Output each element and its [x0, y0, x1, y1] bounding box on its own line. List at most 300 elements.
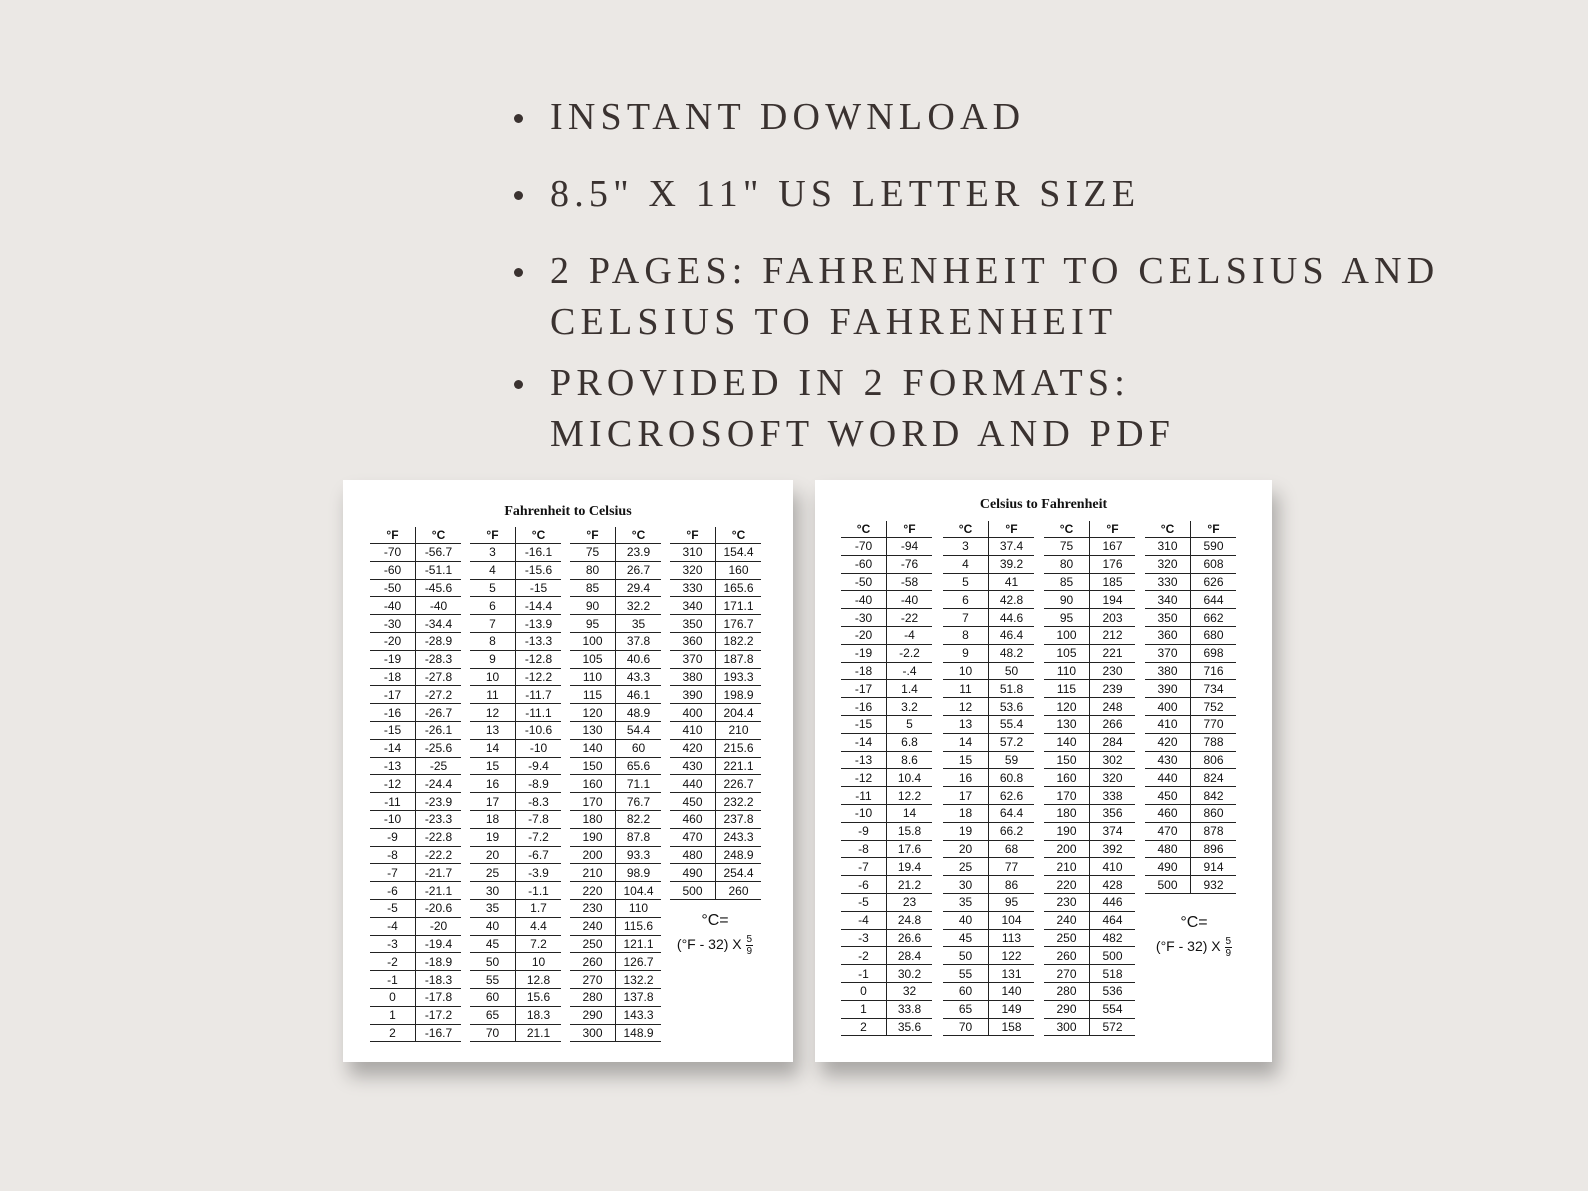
converted-temperature-cell: 266: [1090, 715, 1136, 733]
conversion-table-group: [841, 521, 932, 1036]
table-row: [943, 680, 1034, 698]
converted-temperature-cell: 734: [1191, 680, 1237, 698]
input-temperature-cell: 300: [570, 1024, 616, 1042]
table-row: [370, 953, 461, 971]
table-row: [1044, 804, 1135, 822]
converted-temperature-cell: 1.4: [887, 680, 933, 698]
input-temperature-cell: -40: [841, 591, 887, 609]
converted-temperature-cell: 131: [989, 965, 1035, 983]
input-temperature-cell: 2: [841, 1018, 887, 1036]
converted-temperature-cell: 193.3: [716, 668, 762, 686]
converted-temperature-cell: 82.2: [616, 810, 662, 828]
table-row: [841, 876, 932, 894]
table-row: [1145, 662, 1236, 680]
input-temperature-cell: -14: [841, 733, 887, 751]
table-header-row: [1044, 521, 1135, 538]
input-temperature-cell: -60: [370, 561, 416, 579]
conversion-table-group: [570, 527, 661, 1042]
input-temperature-cell: 19: [470, 828, 516, 846]
converted-temperature-cell: 53.6: [989, 698, 1035, 716]
table-row: [370, 988, 461, 1006]
formula-expression: (°F - 32) X: [1155, 938, 1221, 954]
converted-temperature-cell: 140: [989, 982, 1035, 1000]
bullet: [514, 114, 523, 123]
converted-temperature-cell: 464: [1090, 911, 1136, 929]
converted-temperature-cell: 187.8: [716, 650, 762, 668]
converted-temperature-cell: 98.9: [616, 864, 662, 882]
feature-text-line2: CELSIUS TO FAHRENHEIT: [550, 301, 1118, 343]
converted-temperature-cell: 518: [1090, 965, 1136, 983]
table-row: [570, 775, 661, 793]
converted-temperature-cell: 176.7: [716, 615, 762, 633]
conversion-table-group: [1044, 521, 1135, 1036]
feature-list: [512, 92, 1572, 460]
table-row: [470, 864, 561, 882]
table-header-row: [570, 527, 661, 544]
table-row: [470, 775, 561, 793]
input-temperature-cell: 5: [470, 579, 516, 597]
table-row: [841, 680, 932, 698]
input-temperature-cell: 470: [670, 828, 716, 846]
input-temperature-cell: 390: [1145, 680, 1191, 698]
table-row: [841, 769, 932, 787]
table-row: [370, 757, 461, 775]
table-row: [1044, 751, 1135, 769]
input-temperature-cell: 120: [1044, 698, 1090, 716]
input-temperature-cell: 400: [1145, 698, 1191, 716]
input-temperature-cell: 55: [470, 971, 516, 989]
table-row: [670, 579, 761, 597]
input-temperature-cell: 13: [470, 721, 516, 739]
table-row: [670, 668, 761, 686]
table-row: [470, 935, 561, 953]
input-temperature-cell: 220: [1044, 876, 1090, 894]
input-temperature-cell: 7: [943, 609, 989, 627]
table-row: [943, 1000, 1034, 1018]
table-row: [841, 733, 932, 751]
converted-temperature-cell: 35.6: [887, 1018, 933, 1036]
input-temperature-cell: 200: [1044, 840, 1090, 858]
input-temperature-cell: 4: [943, 555, 989, 573]
table-row: [470, 597, 561, 615]
converted-temperature-cell: -28.9: [416, 632, 462, 650]
converted-temperature-cell: -21.1: [416, 882, 462, 900]
table-row: [841, 698, 932, 716]
input-temperature-cell: -18: [841, 662, 887, 680]
table-row: [670, 810, 761, 828]
input-temperature-cell: -14: [370, 739, 416, 757]
converted-temperature-cell: -21.7: [416, 864, 462, 882]
input-temperature-cell: 40: [470, 917, 516, 935]
converted-temperature-cell: 12.8: [516, 971, 562, 989]
input-temperature-cell: -13: [841, 751, 887, 769]
converted-temperature-cell: 24.8: [887, 911, 933, 929]
input-temperature-cell: 20: [470, 846, 516, 864]
column-header: °F: [570, 527, 616, 544]
input-temperature-cell: 330: [1145, 573, 1191, 591]
table-row: [570, 882, 661, 900]
converted-temperature-cell: 33.8: [887, 1000, 933, 1018]
converted-temperature-cell: 132.2: [616, 971, 662, 989]
converted-temperature-cell: 284: [1090, 733, 1136, 751]
table-row: [1044, 876, 1135, 894]
table-row: [841, 858, 932, 876]
converted-temperature-cell: 536: [1090, 982, 1136, 1000]
input-temperature-cell: 180: [570, 810, 616, 828]
table-row: [370, 686, 461, 704]
converted-temperature-cell: 29.4: [616, 579, 662, 597]
table-row: [570, 828, 661, 846]
converted-temperature-cell: 110: [616, 899, 662, 917]
feature-two-pages: [512, 246, 1572, 348]
converted-temperature-cell: 221.1: [716, 757, 762, 775]
table-row: [943, 733, 1034, 751]
input-temperature-cell: 150: [1044, 751, 1090, 769]
input-temperature-cell: 9: [943, 644, 989, 662]
table-row: [570, 971, 661, 989]
converted-temperature-cell: 21.2: [887, 876, 933, 894]
input-temperature-cell: -9: [841, 822, 887, 840]
input-temperature-cell: 80: [1044, 555, 1090, 573]
converted-temperature-cell: 21.1: [516, 1024, 562, 1042]
column-header: °F: [1191, 521, 1237, 538]
input-temperature-cell: 150: [570, 757, 616, 775]
converted-temperature-cell: 15.6: [516, 988, 562, 1006]
input-temperature-cell: 220: [570, 882, 616, 900]
table-row: [943, 947, 1034, 965]
input-temperature-cell: 50: [943, 947, 989, 965]
column-header: °C: [616, 527, 662, 544]
converted-temperature-cell: 30.2: [887, 965, 933, 983]
table-row: [1145, 787, 1236, 805]
table-row: [1044, 680, 1135, 698]
converted-temperature-cell: -25: [416, 757, 462, 775]
input-temperature-cell: 210: [570, 864, 616, 882]
input-temperature-cell: 115: [1044, 680, 1090, 698]
input-temperature-cell: 105: [570, 650, 616, 668]
input-temperature-cell: -70: [370, 544, 416, 562]
column-header: °F: [370, 527, 416, 544]
converted-temperature-cell: 62.6: [989, 787, 1035, 805]
table-row: [370, 544, 461, 562]
table-row: [943, 858, 1034, 876]
input-temperature-cell: -10: [841, 804, 887, 822]
table-row: [370, 739, 461, 757]
input-temperature-cell: 14: [943, 733, 989, 751]
table-row: [470, 721, 561, 739]
bullet: [514, 380, 523, 389]
converted-temperature-cell: 86: [989, 876, 1035, 894]
converted-temperature-cell: 3.2: [887, 698, 933, 716]
input-temperature-cell: -19: [841, 644, 887, 662]
table-row: [943, 982, 1034, 1000]
converted-temperature-cell: -16.7: [416, 1024, 462, 1042]
table-row: [670, 615, 761, 633]
table-row: [1145, 609, 1236, 627]
table-row: [1145, 644, 1236, 662]
input-temperature-cell: 210: [1044, 858, 1090, 876]
input-temperature-cell: 40: [943, 911, 989, 929]
converted-temperature-cell: 48.9: [616, 704, 662, 722]
table-row: [1044, 947, 1135, 965]
converted-temperature-cell: -14.4: [516, 597, 562, 615]
table-row: [570, 650, 661, 668]
conversion-formula: [1142, 912, 1246, 959]
table-header-row: [670, 527, 761, 544]
input-temperature-cell: 10: [470, 668, 516, 686]
input-temperature-cell: 440: [670, 775, 716, 793]
input-temperature-cell: 18: [943, 804, 989, 822]
converted-temperature-cell: 10: [516, 953, 562, 971]
column-header: °F: [989, 521, 1035, 538]
input-temperature-cell: 20: [943, 840, 989, 858]
feature-text-line1: PROVIDED IN 2 FORMATS:: [550, 362, 1130, 404]
converted-temperature-cell: 15.8: [887, 822, 933, 840]
input-temperature-cell: 16: [943, 769, 989, 787]
fraction-numerator: 5: [746, 933, 753, 945]
input-temperature-cell: 480: [670, 846, 716, 864]
input-temperature-cell: -3: [841, 929, 887, 947]
input-temperature-cell: 16: [470, 775, 516, 793]
input-temperature-cell: 180: [1044, 804, 1090, 822]
input-temperature-cell: 350: [1145, 609, 1191, 627]
table-row: [370, 917, 461, 935]
table-row: [1044, 911, 1135, 929]
input-temperature-cell: 330: [670, 579, 716, 597]
converted-temperature-cell: 68: [989, 840, 1035, 858]
table-row: [943, 893, 1034, 911]
converted-temperature-cell: 254.4: [716, 864, 762, 882]
table-row: [1145, 538, 1236, 556]
table-row: [943, 644, 1034, 662]
input-temperature-cell: 390: [670, 686, 716, 704]
table-row: [470, 579, 561, 597]
table-row: [1145, 733, 1236, 751]
table-row: [1044, 787, 1135, 805]
converted-temperature-cell: 32.2: [616, 597, 662, 615]
table-row: [370, 632, 461, 650]
table-row: [1145, 698, 1236, 716]
converted-temperature-cell: 59: [989, 751, 1035, 769]
table-row: [943, 911, 1034, 929]
converted-temperature-cell: 137.8: [616, 988, 662, 1006]
converted-temperature-cell: -26.1: [416, 721, 462, 739]
converted-temperature-cell: -23.9: [416, 793, 462, 811]
table-row: [370, 668, 461, 686]
table-row: [470, 828, 561, 846]
converted-temperature-cell: 374: [1090, 822, 1136, 840]
input-temperature-cell: 450: [1145, 787, 1191, 805]
table-row: [943, 787, 1034, 805]
input-temperature-cell: -7: [841, 858, 887, 876]
table-row: [570, 579, 661, 597]
input-temperature-cell: -50: [841, 573, 887, 591]
converted-temperature-cell: -11.7: [516, 686, 562, 704]
table-row: [370, 721, 461, 739]
input-temperature-cell: 420: [1145, 733, 1191, 751]
feature-instant-download: [512, 92, 1572, 143]
converted-temperature-cell: -6.7: [516, 846, 562, 864]
converted-temperature-cell: 51.8: [989, 680, 1035, 698]
converted-temperature-cell: 226.7: [716, 775, 762, 793]
feature-text: INSTANT DOWNLOAD: [550, 96, 1026, 138]
converted-temperature-cell: 93.3: [616, 846, 662, 864]
converted-temperature-cell: 914: [1191, 858, 1237, 876]
converted-temperature-cell: 7.2: [516, 935, 562, 953]
converted-temperature-cell: 554: [1090, 1000, 1136, 1018]
converted-temperature-cell: 215.6: [716, 739, 762, 757]
converted-temperature-cell: 212: [1090, 626, 1136, 644]
table-row: [1145, 591, 1236, 609]
table-row: [570, 988, 661, 1006]
input-temperature-cell: -3: [370, 935, 416, 953]
converted-temperature-cell: -1.1: [516, 882, 562, 900]
converted-temperature-cell: -76: [887, 555, 933, 573]
table-row: [670, 793, 761, 811]
converted-temperature-cell: -28.3: [416, 650, 462, 668]
table-row: [1145, 680, 1236, 698]
input-temperature-cell: 360: [1145, 626, 1191, 644]
input-temperature-cell: 45: [470, 935, 516, 953]
converted-temperature-cell: 230: [1090, 662, 1136, 680]
table-row: [470, 1024, 561, 1042]
converted-temperature-cell: 149: [989, 1000, 1035, 1018]
input-temperature-cell: 75: [1044, 538, 1090, 556]
input-temperature-cell: 90: [1044, 591, 1090, 609]
table-row: [943, 609, 1034, 627]
input-temperature-cell: 12: [943, 698, 989, 716]
feature-text-line2: MICROSOFT WORD AND PDF: [550, 413, 1176, 455]
table-row: [943, 538, 1034, 556]
input-temperature-cell: -16: [370, 704, 416, 722]
column-header: °C: [943, 521, 989, 538]
input-temperature-cell: -6: [841, 876, 887, 894]
input-temperature-cell: 6: [943, 591, 989, 609]
column-header: °C: [1145, 521, 1191, 538]
column-header: °C: [516, 527, 562, 544]
formula-lhs: °C=: [701, 912, 729, 929]
converted-temperature-cell: 48.2: [989, 644, 1035, 662]
input-temperature-cell: 420: [670, 739, 716, 757]
input-temperature-cell: 240: [1044, 911, 1090, 929]
input-temperature-cell: 340: [670, 597, 716, 615]
table-row: [1044, 609, 1135, 627]
table-row: [370, 597, 461, 615]
converted-temperature-cell: 143.3: [616, 1006, 662, 1024]
input-temperature-cell: 6: [470, 597, 516, 615]
input-temperature-cell: 15: [943, 751, 989, 769]
input-temperature-cell: -16: [841, 698, 887, 716]
input-temperature-cell: -11: [370, 793, 416, 811]
celsius-to-fahrenheit-sheet: [815, 480, 1272, 1062]
converted-temperature-cell: 46.1: [616, 686, 662, 704]
formula-fraction: [1225, 936, 1233, 959]
feature-text-line1: 2 PAGES: FAHRENHEIT TO CELSIUS AND: [550, 250, 1440, 292]
converted-temperature-cell: 770: [1191, 715, 1237, 733]
input-temperature-cell: 2: [370, 1024, 416, 1042]
input-temperature-cell: 50: [470, 953, 516, 971]
converted-temperature-cell: 37.4: [989, 538, 1035, 556]
converted-temperature-cell: -8.9: [516, 775, 562, 793]
table-row: [570, 739, 661, 757]
converted-temperature-cell: 590: [1191, 538, 1237, 556]
converted-temperature-cell: 500: [1090, 947, 1136, 965]
converted-temperature-cell: 260: [716, 882, 762, 900]
input-temperature-cell: -30: [841, 609, 887, 627]
converted-temperature-cell: 77: [989, 858, 1035, 876]
input-temperature-cell: 240: [570, 917, 616, 935]
input-temperature-cell: -8: [841, 840, 887, 858]
converted-temperature-cell: 410: [1090, 858, 1136, 876]
converted-temperature-cell: -20.6: [416, 899, 462, 917]
converted-temperature-cell: -4: [887, 626, 933, 644]
input-temperature-cell: 460: [670, 810, 716, 828]
table-row: [1145, 858, 1236, 876]
converted-temperature-cell: 104.4: [616, 882, 662, 900]
sheet-title: Fahrenheit to Celsius: [504, 504, 632, 519]
converted-temperature-cell: -7.8: [516, 810, 562, 828]
table-row: [943, 751, 1034, 769]
converted-temperature-cell: -12.2: [516, 668, 562, 686]
converted-temperature-cell: -10.6: [516, 721, 562, 739]
converted-temperature-cell: 23.9: [616, 544, 662, 562]
table-header-row: [943, 521, 1034, 538]
input-temperature-cell: 90: [570, 597, 616, 615]
converted-temperature-cell: -10: [516, 739, 562, 757]
input-temperature-cell: 290: [1044, 1000, 1090, 1018]
converted-temperature-cell: -40: [887, 591, 933, 609]
table-row: [1145, 804, 1236, 822]
table-row: [841, 644, 932, 662]
input-temperature-cell: 380: [670, 668, 716, 686]
input-temperature-cell: 95: [1044, 609, 1090, 627]
converted-temperature-cell: -18.3: [416, 971, 462, 989]
table-row: [841, 1018, 932, 1036]
table-row: [841, 626, 932, 644]
input-temperature-cell: 350: [670, 615, 716, 633]
input-temperature-cell: 18: [470, 810, 516, 828]
input-temperature-cell: 440: [1145, 769, 1191, 787]
converted-temperature-cell: 12.2: [887, 787, 933, 805]
input-temperature-cell: 170: [570, 793, 616, 811]
input-temperature-cell: 250: [1044, 929, 1090, 947]
converted-temperature-cell: -22.8: [416, 828, 462, 846]
input-temperature-cell: -11: [841, 787, 887, 805]
converted-temperature-cell: -27.2: [416, 686, 462, 704]
table-row: [670, 864, 761, 882]
converted-temperature-cell: 17.6: [887, 840, 933, 858]
table-row: [570, 668, 661, 686]
converted-temperature-cell: 122: [989, 947, 1035, 965]
input-temperature-cell: -60: [841, 555, 887, 573]
table-row: [1145, 876, 1236, 894]
converted-temperature-cell: 26.7: [616, 561, 662, 579]
converted-temperature-cell: 39.2: [989, 555, 1035, 573]
table-row: [470, 971, 561, 989]
column-header: °F: [670, 527, 716, 544]
table-row: [1044, 591, 1135, 609]
converted-temperature-cell: 154.4: [716, 544, 762, 562]
converted-temperature-cell: 185: [1090, 573, 1136, 591]
table-row: [570, 597, 661, 615]
input-temperature-cell: 25: [943, 858, 989, 876]
table-row: [470, 793, 561, 811]
table-row: [1044, 822, 1135, 840]
table-row: [470, 882, 561, 900]
converted-temperature-cell: 482: [1090, 929, 1136, 947]
input-temperature-cell: 410: [670, 721, 716, 739]
table-row: [370, 882, 461, 900]
